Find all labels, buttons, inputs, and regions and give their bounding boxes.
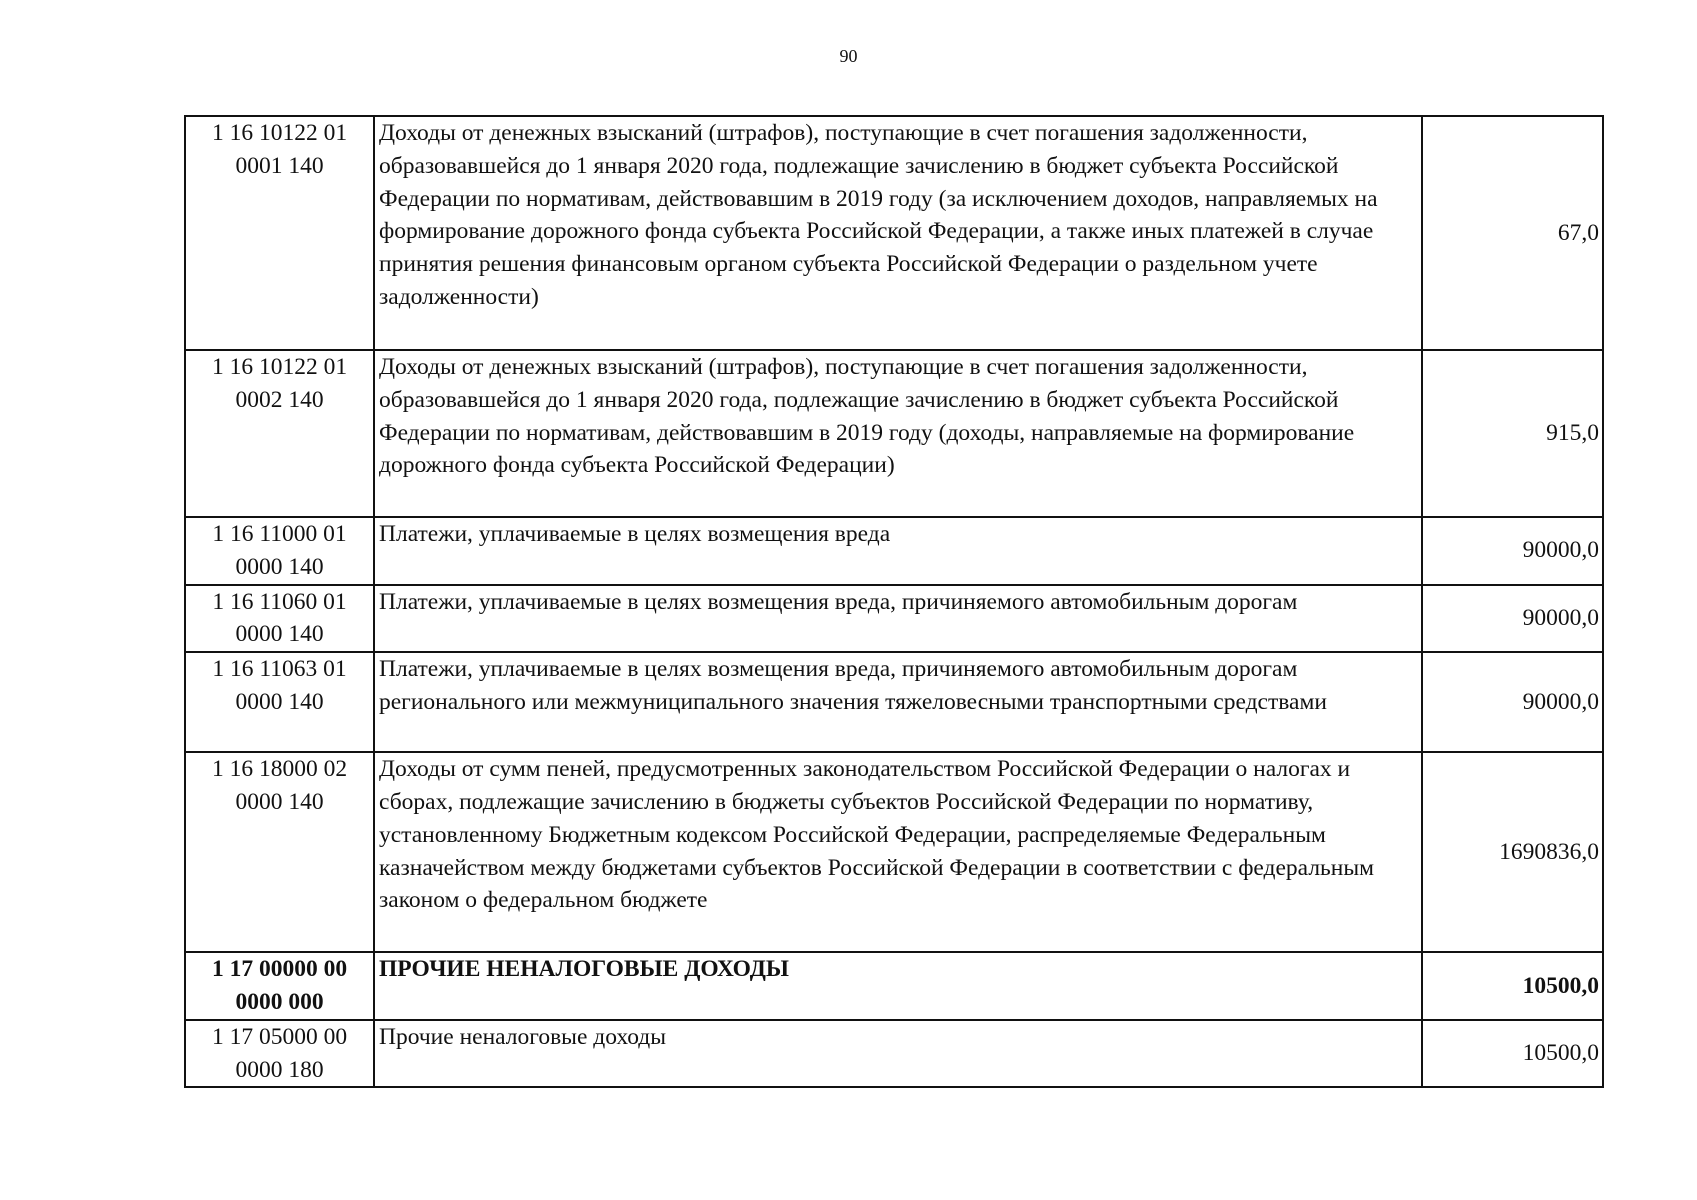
- description-cell: Доходы от денежных взысканий (штрафов), поступающие в счет погашения задолженности, образовавшейся до 1 января 2020 года, подлежащие зачислению в бюджет субъекта Российской Федерации по нормативам, действовавшим в 2019 году (доходы, направляемые на формирование дорожного фонда субъекта Российской Федерации): [374, 350, 1422, 517]
- budget-code-cell: 1 16 11063 01 0000 140: [185, 652, 374, 752]
- description-cell: Платежи, уплачиваемые в целях возмещения вреда: [374, 517, 1422, 585]
- amount-cell: 90000,0: [1422, 517, 1603, 585]
- amount-cell: 90000,0: [1422, 585, 1603, 653]
- table-row: [185, 517, 1603, 585]
- table-row: [185, 652, 1603, 752]
- table-row-section-total: [185, 952, 1603, 1020]
- budget-code-cell: 1 17 00000 00 0000 000: [185, 952, 374, 1020]
- description-cell: Доходы от сумм пеней, предусмотренных законодательством Российской Федерации о налогах и сборах, подлежащие зачислению в бюджеты субъектов Российской Федерации по нормативу, установленному Бюджетным кодексом Российской Федерации, распределяемые Федеральным казначейством между бюджетами субъектов Российской Федерации в соответствии с федеральным законом о федеральном бюджете: [374, 752, 1422, 952]
- budget-code-cell: 1 17 05000 00 0000 180: [185, 1020, 374, 1088]
- budget-code-cell: 1 16 11060 01 0000 140: [185, 585, 374, 653]
- amount-cell: 915,0: [1422, 350, 1603, 517]
- table-row: [185, 350, 1603, 517]
- table-row: [185, 585, 1603, 653]
- table-row: [185, 116, 1603, 350]
- table-row: [185, 752, 1603, 952]
- amount-cell: 67,0: [1422, 116, 1603, 350]
- budget-code-cell: 1 16 18000 02 0000 140: [185, 752, 374, 952]
- budget-code-cell: 1 16 11000 01 0000 140: [185, 517, 374, 585]
- budget-code-cell: 1 16 10122 01 0002 140: [185, 350, 374, 517]
- description-cell: Платежи, уплачиваемые в целях возмещения вреда, причиняемого автомобильным дорогам регионального или межмуниципального значения тяжеловесными транспортными средствами: [374, 652, 1422, 752]
- amount-cell: 10500,0: [1422, 952, 1603, 1020]
- budget-code-cell: 1 16 10122 01 0001 140: [185, 116, 374, 350]
- revenue-table: [184, 115, 1604, 1088]
- amount-cell: 1690836,0: [1422, 752, 1603, 952]
- description-cell: Прочие неналоговые доходы: [374, 1020, 1422, 1088]
- description-cell: Доходы от денежных взысканий (штрафов), поступающие в счет погашения задолженности, образовавшейся до 1 января 2020 года, подлежащие зачислению в бюджет субъекта Российской Федерации по нормативам, действовавшим в 2019 году (за исключением доходов, направляемых на формирование дорожного фонда субъекта Российской Федерации, а также иных платежей в случае принятия решения финансовым органом субъекта Российской Федерации о раздельном учете задолженности): [374, 116, 1422, 350]
- amount-cell: 90000,0: [1422, 652, 1603, 752]
- amount-cell: 10500,0: [1422, 1020, 1603, 1088]
- page-number: 90: [839, 46, 858, 66]
- description-cell: Платежи, уплачиваемые в целях возмещения вреда, причиняемого автомобильным дорогам: [374, 585, 1422, 653]
- table-row: [185, 1020, 1603, 1088]
- description-cell: ПРОЧИЕ НЕНАЛОГОВЫЕ ДОХОДЫ: [374, 952, 1422, 1020]
